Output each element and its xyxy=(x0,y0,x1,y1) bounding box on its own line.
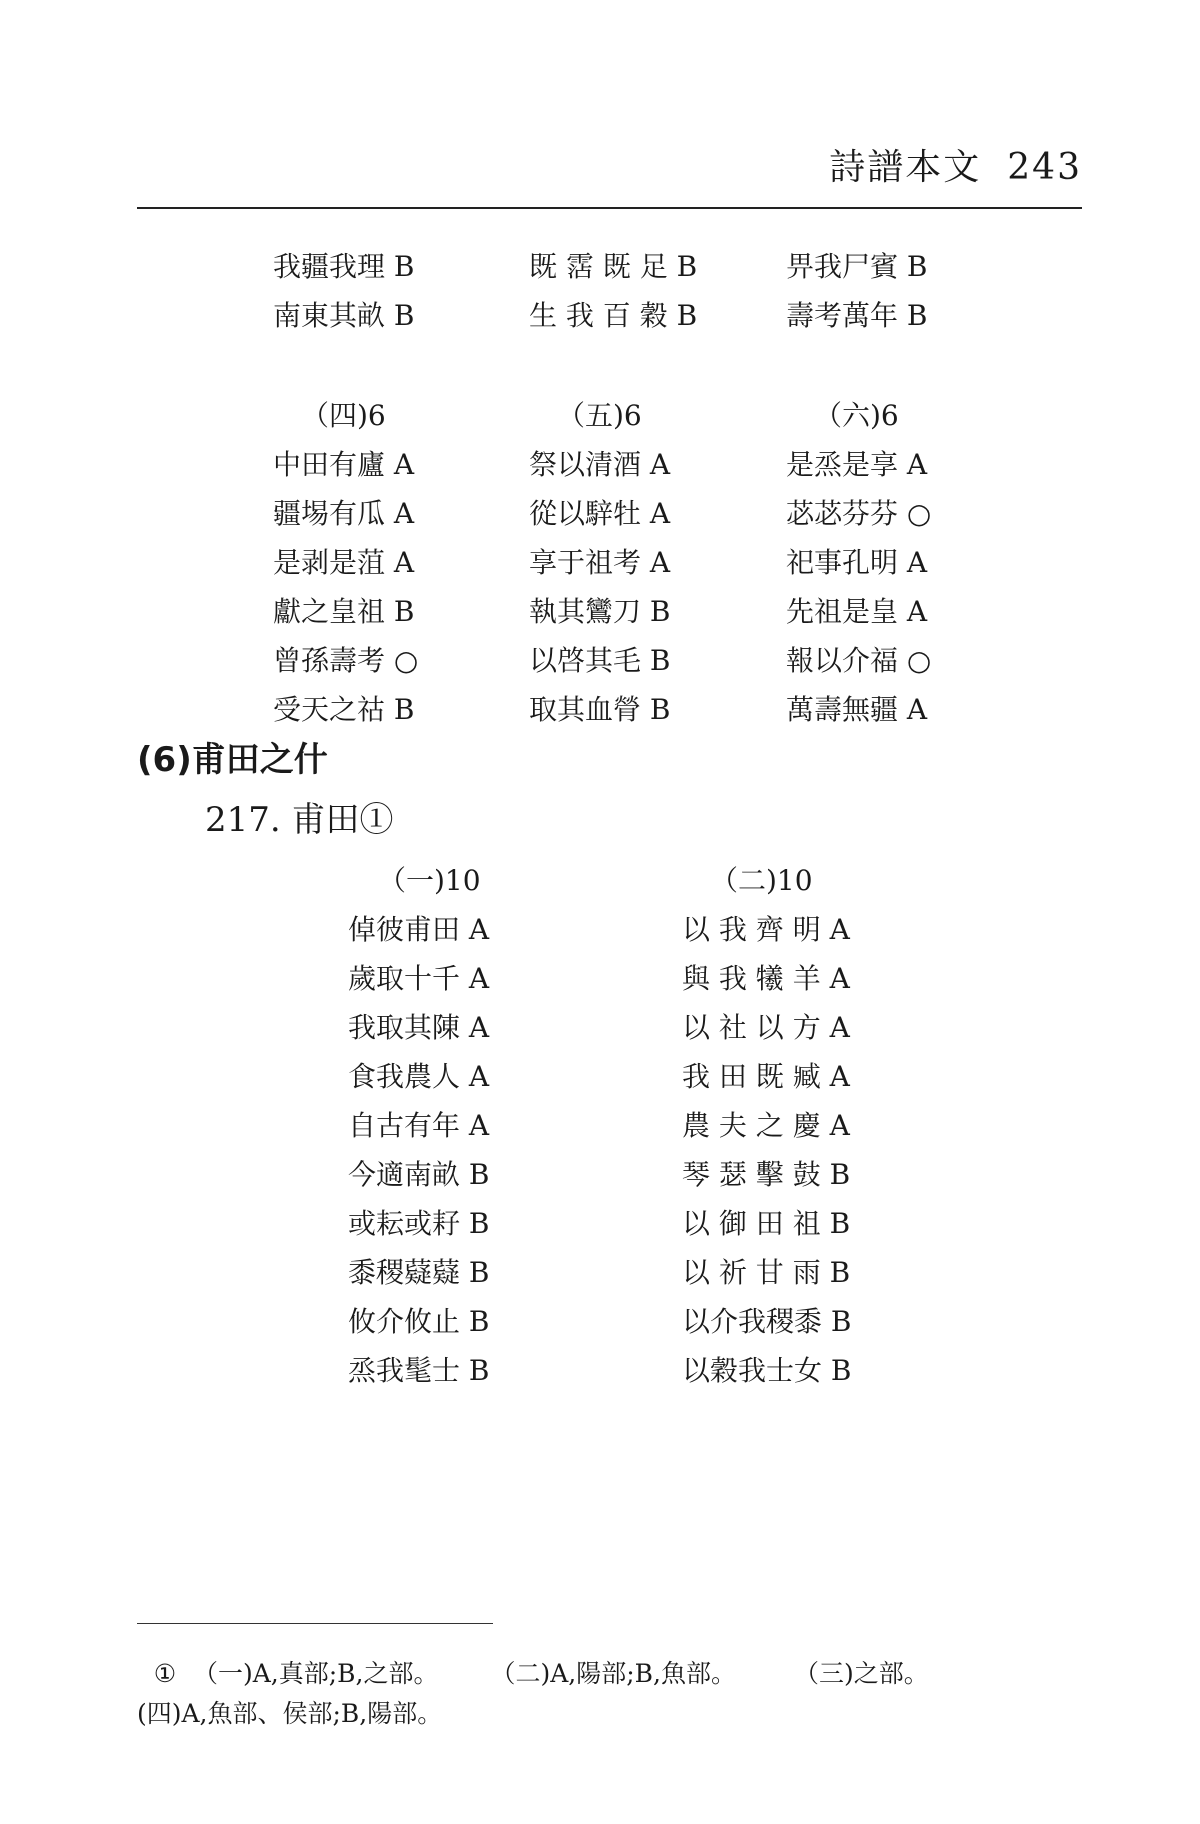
verse-line: 攸介攸止 B xyxy=(348,1305,490,1338)
verse-line: 歲取十千 A xyxy=(348,962,490,995)
verse-line: 中田有廬 A xyxy=(273,448,415,481)
verse-line: 以 御 田 祖 B xyxy=(682,1207,851,1240)
footnote-line-2: (四)A,魚部、侯部;B,陽部。 xyxy=(137,1699,443,1728)
footnote-rule xyxy=(137,1623,493,1624)
verse-line: 畀我尸賓 B xyxy=(786,250,928,283)
verse-line: 報以介福 ○ xyxy=(786,644,932,677)
verse-line: 琴 瑟 擊 鼓 B xyxy=(682,1158,851,1191)
stanza-6 xyxy=(786,391,931,734)
verse-line: 獻之皇祖 B xyxy=(273,595,415,628)
verse-line: 以 祈 甘 雨 B xyxy=(682,1256,851,1289)
verse-line: 以介我稷黍 B xyxy=(682,1305,852,1338)
verse-line: 食我農人 A xyxy=(348,1060,490,1093)
verse-line: 疆埸有瓜 A xyxy=(273,497,415,530)
verse-line: 受天之祜 B xyxy=(273,693,415,726)
footnote-part: （三)之部。 xyxy=(794,1659,929,1688)
verse-line: 從以騂牡 A xyxy=(529,497,671,530)
verse-line: 生 我 百 穀 B xyxy=(529,299,698,332)
verse-line: 烝我髦士 B xyxy=(348,1354,490,1387)
top-column-1 xyxy=(273,242,414,340)
verse-line: 與 我 犧 羊 A xyxy=(682,962,850,995)
stanza-4 xyxy=(273,391,418,734)
footnote xyxy=(137,1654,1077,1734)
section-title: (6)甫田之什 xyxy=(137,740,328,780)
verse-line: 是剥是菹 A xyxy=(273,546,415,579)
verse-line: 先祖是皇 A xyxy=(786,595,928,628)
verse-line: 取其血膋 B xyxy=(529,693,671,726)
verse-line: 倬彼甫田 A xyxy=(348,913,490,946)
page-number: 243 xyxy=(1007,147,1082,188)
verse-line: 農 夫 之 慶 A xyxy=(682,1109,850,1142)
verse-line: 我 田 既 臧 A xyxy=(682,1060,850,1093)
stanza-5 xyxy=(529,391,670,734)
verse-line: 既 霑 既 足 B xyxy=(529,250,698,283)
verse-line: 南東其畝 B xyxy=(273,299,415,332)
header-rule xyxy=(137,207,1082,209)
verse-line: 黍稷薿薿 B xyxy=(348,1256,490,1289)
footnote-part: （二)A,陽部;B,魚部。 xyxy=(490,1659,736,1688)
running-head xyxy=(829,147,1082,188)
verse-line: 以穀我士女 B xyxy=(682,1354,852,1387)
poem-stanza-1 xyxy=(348,856,489,1395)
verse-line: 曾孫壽考 ○ xyxy=(273,644,419,677)
stanza-header: （五)6 xyxy=(557,399,642,432)
top-column-3 xyxy=(786,242,927,340)
verse-line: 自古有年 A xyxy=(348,1109,490,1142)
stanza-header: （四)6 xyxy=(301,399,386,432)
running-head-title: 詩譜本文 xyxy=(829,147,982,188)
verse-line: 是烝是享 A xyxy=(786,448,928,481)
verse-line: 執其鸞刀 B xyxy=(529,595,671,628)
stanza-header: （二)10 xyxy=(710,864,813,897)
verse-line: 我疆我理 B xyxy=(273,250,415,283)
top-column-2 xyxy=(529,242,697,340)
stanza-header: （六)6 xyxy=(814,399,899,432)
verse-line: 苾苾芬芬 ○ xyxy=(786,497,932,530)
poem-title: 217. 甫田① xyxy=(205,800,394,840)
verse-line: 以啓其毛 B xyxy=(529,644,671,677)
verse-line: 我取其陳 A xyxy=(348,1011,490,1044)
stanza-header: （一)10 xyxy=(378,864,481,897)
verse-line: 祀事孔明 A xyxy=(786,546,928,579)
verse-line: 今適南畝 B xyxy=(348,1158,490,1191)
verse-line: 祭以清酒 A xyxy=(529,448,671,481)
poem-stanza-2 xyxy=(682,856,851,1395)
verse-line: 萬壽無疆 A xyxy=(786,693,928,726)
verse-line: 壽考萬年 B xyxy=(786,299,928,332)
verse-line: 以 社 以 方 A xyxy=(682,1011,850,1044)
footnote-marker: ① xyxy=(153,1659,177,1688)
footnote-line-1 xyxy=(137,1654,1077,1694)
verse-line: 或耘或耔 B xyxy=(348,1207,490,1240)
verse-line: 以 我 齊 明 A xyxy=(682,913,850,946)
footnote-part: （一)A,真部;B,之部。 xyxy=(193,1659,439,1688)
verse-line: 享于祖考 A xyxy=(529,546,671,579)
